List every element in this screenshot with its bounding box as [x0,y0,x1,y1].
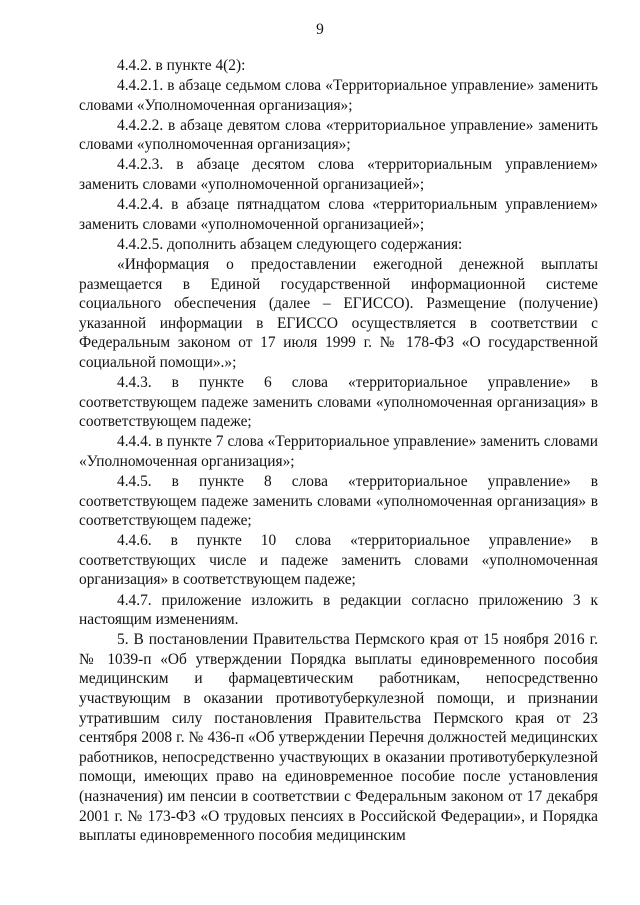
paragraph-4-4-2-5: 4.4.2.5. дополнить абзацем следующего содержания: [117,235,463,253]
paragraph-4-4-3: 4.4.3. в пункте 6 слова «территориальное управление» в соответствующем падеже заменить словами «уполномоченная организация» в соответствующем падеже; [79,374,598,431]
paragraph-4-4-6: 4.4.6. в пункте 10 слова «территориальное управление» в соответствующих числе и падеже заменить словами «уполномоченная организация» в соответствующем падеже; [79,532,598,589]
paragraph-quoted-insert: «Информация о предоставлении ежегодной денежной выплаты размещается в Единой государственной информационной системе социального обеспечения (далее – ЕГИССО). Размещение (получение) указанной информации в ЕГИССО осуществляется в соответствии с Федеральным законом от 17 июля 1999 г. № 178-ФЗ «О государственной социальной помощи».»; [79,255,598,371]
paragraph-4-4-2: 4.4.2. в пункте 4(2): [117,57,246,74]
paragraph-4-4-5: 4.4.5. в пункте 8 слова «территориальное управление» в соответствующем падеже заменить словами «уполномоченная организация» в соответствующем падеже; [79,472,598,530]
page-number: 9 [316,21,324,38]
paragraph-4-4-2-4: 4.4.2.4. в абзаце пятнадцатом слова «территориальным управлением» заменить словами «уполномоченной организацией»; [79,196,598,233]
paragraph-4-4-2-2: 4.4.2.2. в абзаце девятом слова «территориальное управление» заменить словами «уполномоченная организация»; [79,116,598,154]
paragraph-4-4-2-1: 4.4.2.1. в абзаце седьмом слова «Территориальное управление» заменить словами «Уполномоченная организация»; [79,77,598,114]
paragraph-4-4-2-3: 4.4.2.3. в абзаце десятом слова «территориальным управлением» заменить словами «уполномоченной организацией»; [79,156,598,194]
document-body [79,56,598,846]
paragraph-5: 5. В постановлении Правительства Пермского края от 15 ноября 2016 г. № 1039-п «Об утверждении Порядка выплаты единовременного пособия медицинским и фармацевтическим работникам, непосредственно участвующим в оказании противотуберкулезной помощи, и признании утратившим силу постановления Правительства Пермского края от 23 сентября 2008 г. № 436-п «Об утверждении Перечня должностей медицинских работников, непосредственно участвующих в оказании противотуберкулезной помощи, имеющих право на единовременное пособие после установления (назначения) им пенсии в соответствии с Федеральным законом от 17 декабря 2001 г. № 173-ФЗ «О трудовых пенсиях в Российской Федерации», и Порядка выплаты единовременного пособия медицинским [79,631,598,845]
paragraph-4-4-7: 4.4.7. приложение изложить в редакции согласно приложению 3 к настоящим изменениям. [79,591,598,629]
paragraph-4-4-4: 4.4.4. в пункте 7 слова «Территориальное управление» заменить словами «Уполномоченная организация»; [79,433,598,470]
